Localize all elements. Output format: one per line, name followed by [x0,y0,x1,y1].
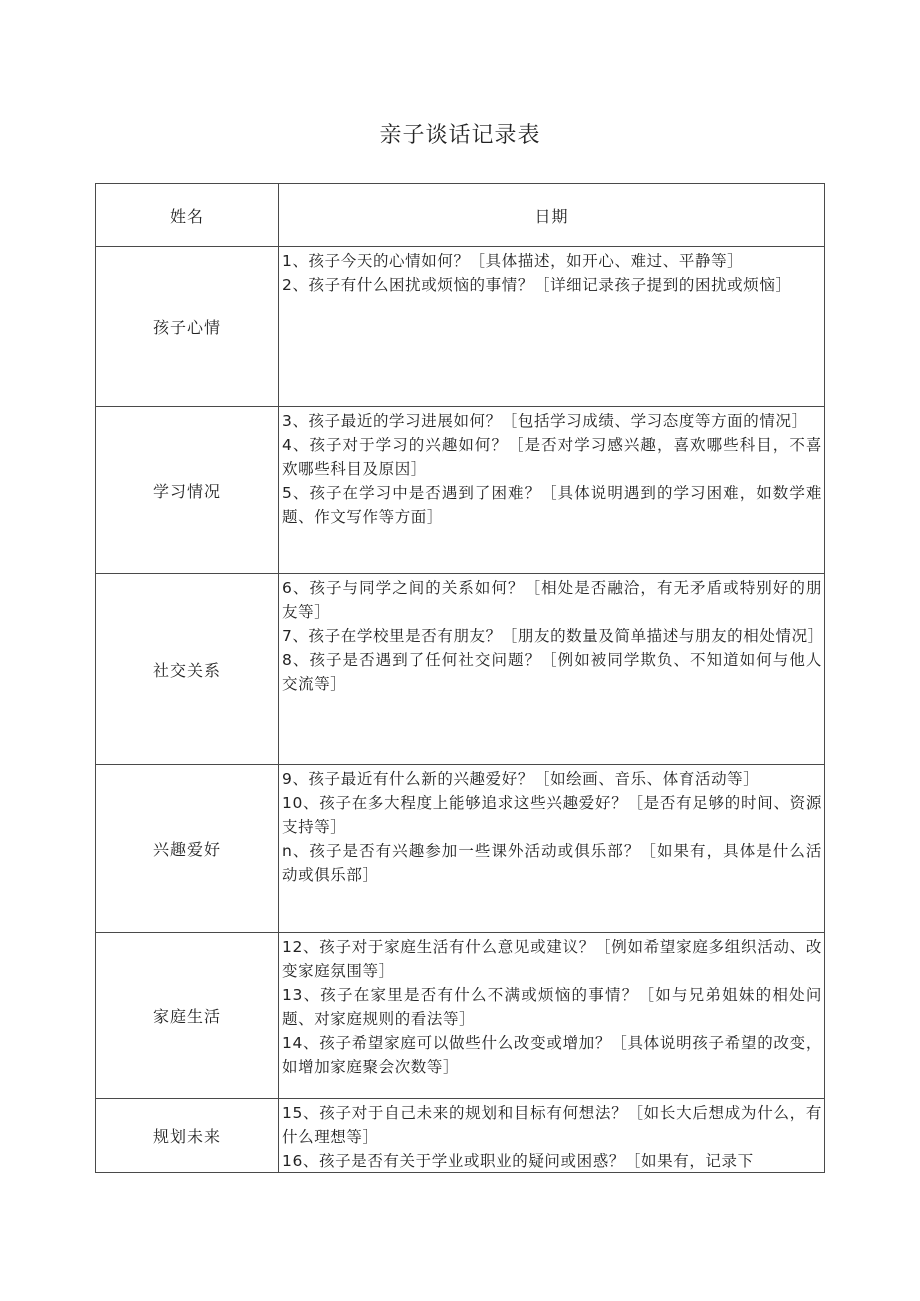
section-label: 孩子心情 [96,247,279,407]
section-questions[interactable] [279,765,825,933]
section-row-family [96,933,825,1099]
question-item: 2、孩子有什么困扰或烦恼的事情？［详细记录孩子提到的困扰或烦恼］ [282,276,792,294]
section-row-future [96,1099,825,1173]
question-item: 5、孩子在学习中是否遇到了困难？［具体说明遇到的学习困难，如数学难题、作文写作等方面］ [282,484,822,526]
questions-clip [282,1101,822,1171]
section-row-social [96,574,825,765]
date-label: 日期 [279,184,825,247]
question-item: 16、孩子是否有关于学业或职业的疑问或困惑？［如果有，记录下 [282,1152,754,1170]
section-questions[interactable] [279,407,825,574]
question-item: 10、孩子在多大程度上能够追求这些兴趣爱好？［是否有足够的时间、资源支持等］ [282,794,822,836]
section-label: 规划未来 [96,1099,279,1173]
record-table [95,183,825,1173]
question-item: 14、孩子希望家庭可以做些什么改变或增加？［具体说明孩子希望的改变，如增加家庭聚会次数等］ [282,1034,822,1076]
section-row-hobby [96,765,825,933]
question-item: 3、孩子最近的学习进展如何？［包括学习成绩、学习态度等方面的情况］ [282,412,808,430]
section-questions[interactable] [279,1099,825,1173]
page-title: 亲子谈话记录表 [379,123,541,148]
section-questions[interactable] [279,933,825,1099]
section-label: 社交关系 [96,574,279,765]
question-item: 13、孩子在家里是否有什么不满或烦恼的事情？［如与兄弟姐妹的相处问题、对家庭规则的看法等］ [282,986,822,1028]
question-item: 9、孩子最近有什么新的兴趣爱好？［如绘画、音乐、体育活动等］ [282,770,760,788]
name-label: 姓名 [96,184,279,247]
question-item: 6、孩子与同学之间的关系如何？［相处是否融洽，有无矛盾或特别好的朋友等］ [282,579,822,621]
section-label: 家庭生活 [96,933,279,1099]
section-label: 兴趣爱好 [96,765,279,933]
question-item: 15、孩子对于自己未来的规划和目标有何想法？［如长大后想成为什么，有什么理想等］ [282,1104,822,1146]
question-item: 8、孩子是否遇到了任何社交问题？［例如被同学欺负、不知道如何与他人交流等］ [282,651,822,693]
question-item: n、孩子是否有兴趣参加一些课外活动或俱乐部？［如果有，具体是什么活动或俱乐部］ [282,842,822,884]
section-questions[interactable] [279,247,825,407]
question-item: 1、孩子今天的心情如何？［具体描述，如开心、难过、平静等］ [282,252,744,270]
table-header-row [96,184,825,247]
question-item: 4、孩子对于学习的兴趣如何？［是否对学习感兴趣，喜欢哪些科目，不喜欢哪些科目及原因］ [282,436,822,478]
question-item: 12、孩子对于家庭生活有什么意见或建议？［例如希望家庭多组织活动、改变家庭氛围等］ [282,938,822,980]
section-questions[interactable] [279,574,825,765]
section-row-mood [96,247,825,407]
question-item: 7、孩子在学校里是否有朋友？［朋友的数量及简单描述与朋友的相处情况］ [282,627,824,645]
section-row-study [96,407,825,574]
section-label: 学习情况 [96,407,279,574]
